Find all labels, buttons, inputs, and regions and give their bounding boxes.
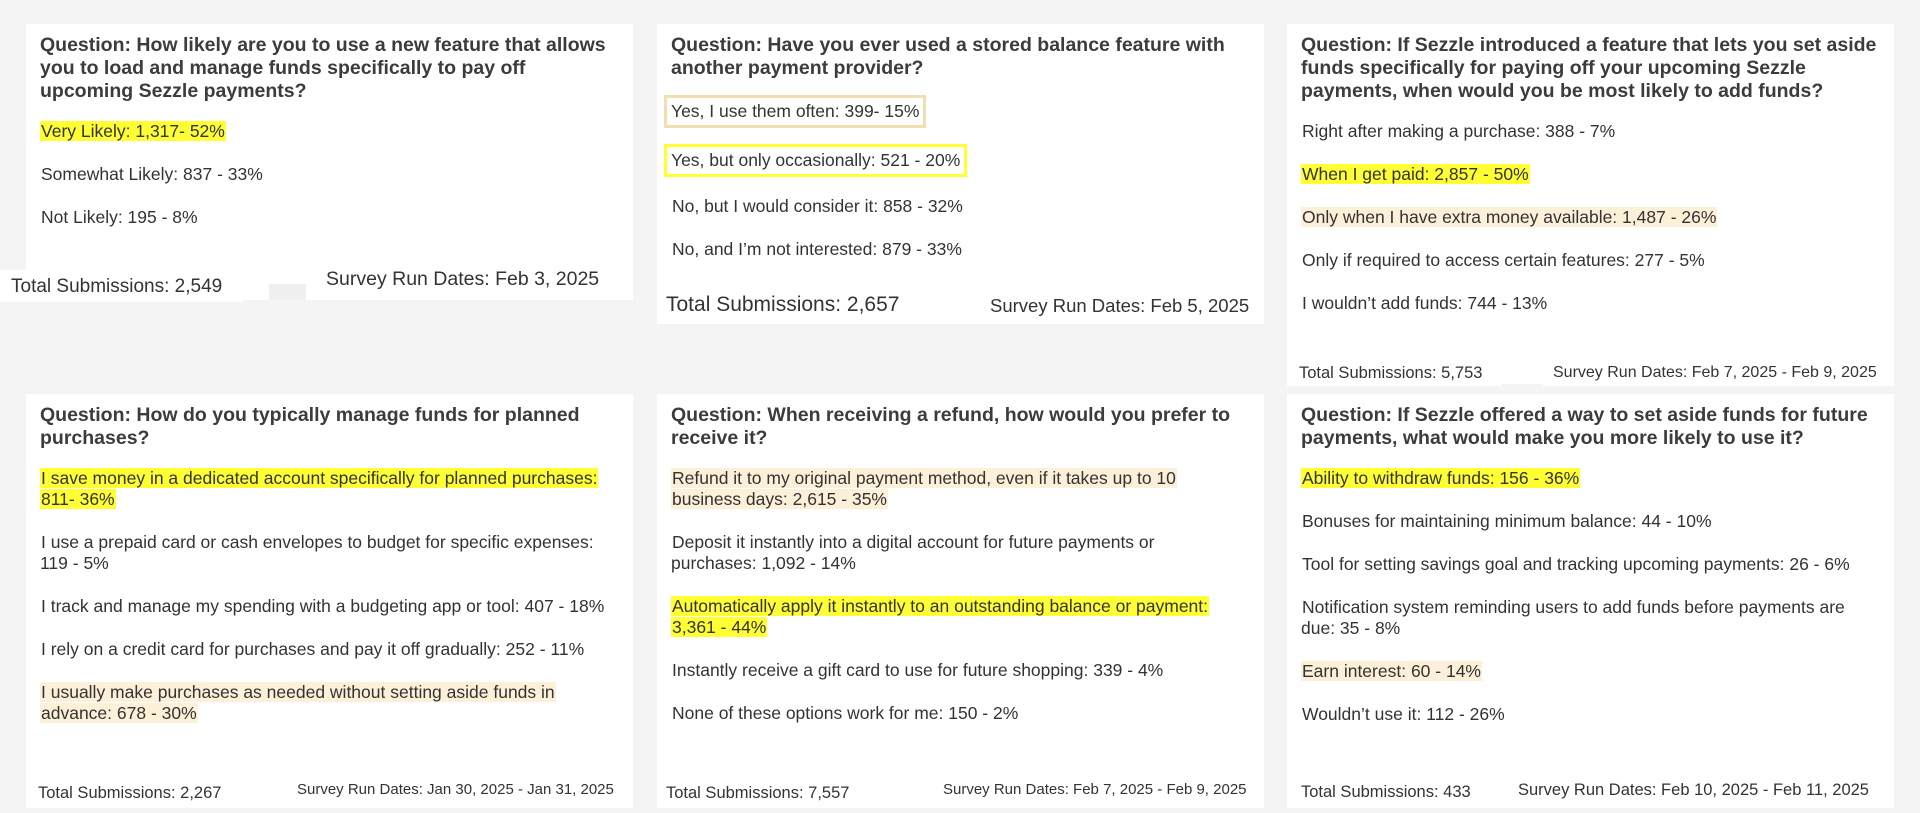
question-text: Question: If Sezzle introduced a feature that lets you set aside funds specifically for paying off your upcoming Sezzle payments, when would you be most likely to add funds? (1301, 34, 1877, 102)
answer-item: Earn interest: 60 - 14% (1302, 661, 1481, 681)
survey-run-dates: Survey Run Dates: Feb 3, 2025 (306, 262, 633, 300)
survey-run-dates: Survey Run Dates: Feb 7, 2025 - Feb 9, 2025 (1543, 362, 1894, 386)
question-text: Question: When receiving a refund, how would you prefer to receive it? (671, 404, 1231, 449)
survey-card-likelihood (11, 24, 633, 300)
answer-item: When I get paid: 2,857 - 50% (1302, 164, 1529, 184)
question-text: Question: Have you ever used a stored balance feature with another payment provider? (671, 34, 1225, 79)
question-text: Question: How do you typically manage funds for planned purchases? (40, 404, 580, 449)
answer-item: I wouldn’t add funds: 744 - 13% (1302, 293, 1548, 313)
total-submissions: Total Submissions: 2,657 (657, 288, 907, 324)
survey-run-dates: Survey Run Dates: Feb 10, 2025 - Feb 11, 2025 (1506, 776, 1894, 808)
answer-item: Refund it to my original payment method, even if it takes up to 10 business days: 2,615 - 35% (672, 468, 1176, 509)
total-submissions: Total Submissions: 5,753 (1287, 362, 1501, 386)
total-submissions: Total Submissions: 2,267 (26, 780, 238, 808)
total-submissions: Total Submissions: 2,549 (0, 270, 243, 302)
total-submissions: Total Submissions: 7,557 (657, 780, 865, 808)
divider (269, 284, 306, 300)
answer-item: Deposit it instantly into a digital account for future payments or purchases: 1,092 - 14% (671, 532, 1155, 573)
answer-item: Ability to withdraw funds: 156 - 36% (1302, 468, 1580, 488)
answer-item: None of these options work for me: 150 - 2% (672, 703, 1019, 723)
survey-card-planned-purchases (26, 394, 633, 808)
question-text: Question: If Sezzle offered a way to set aside funds for future payments, what would make you more likely to use it? (1301, 404, 1868, 449)
answer-item: Yes, I use them often: 399- 15% (671, 98, 1250, 125)
answer-item: No, but I would consider it: 858 - 32% (672, 196, 963, 216)
survey-run-dates: Survey Run Dates: Feb 5, 2025 (976, 288, 1264, 324)
answer-item: Automatically apply it instantly to an outstanding balance or payment: 3,361 - 44% (672, 596, 1209, 637)
answer-item: I rely on a credit card for purchases and pay it off gradually: 252 - 11% (41, 639, 585, 659)
answer-item: Not Likely: 195 - 8% (41, 207, 198, 227)
answer-item: Bonuses for maintaining minimum balance: 44 - 10% (1302, 511, 1712, 531)
survey-card-stored-balance (657, 24, 1264, 324)
answer-item: I track and manage my spending with a budgeting app or tool: 407 - 18% (41, 596, 605, 616)
survey-card-refund-preference (657, 394, 1264, 808)
survey-card-usage-motivation (1287, 394, 1894, 808)
answer-item: Right after making a purchase: 388 - 7% (1302, 121, 1616, 141)
answer-item: Instantly receive a gift card to use for future shopping: 339 - 4% (672, 660, 1164, 680)
answer-item: I use a prepaid card or cash envelopes to budget for specific expenses: 119 - 5% (40, 532, 594, 573)
answer-item: Yes, but only occasionally: 521 - 20% (671, 147, 1250, 174)
answer-item: Wouldn’t use it: 112 - 26% (1302, 704, 1505, 724)
survey-card-add-funds-timing (1287, 24, 1894, 384)
answer-item: Notification system reminding users to add funds before payments are due: 35 - 8% (1301, 597, 1845, 638)
survey-run-dates: Survey Run Dates: Feb 7, 2025 - Feb 9, 2025 (929, 776, 1264, 808)
answer-item: I usually make purchases as needed without setting aside funds in advance: 678 - 30% (41, 682, 555, 723)
answer-item: Tool for setting savings goal and tracking upcoming payments: 26 - 6% (1302, 554, 1850, 574)
answer-item: Only when I have extra money available: 1,487 - 26% (1302, 207, 1717, 227)
total-submissions: Total Submissions: 433 (1287, 780, 1490, 808)
answer-item: Only if required to access certain features: 277 - 5% (1302, 250, 1705, 270)
answer-item: I save money in a dedicated account specifically for planned purchases: 811- 36% (41, 468, 598, 509)
question-text: Question: How likely are you to use a new feature that allows you to load and manage funds specifically to pay off upcoming Sezzle payments? (40, 34, 606, 102)
answer-item: Somewhat Likely: 837 - 33% (41, 164, 263, 184)
survey-run-dates: Survey Run Dates: Jan 30, 2025 - Jan 31, 2025 (285, 776, 633, 808)
answer-item: No, and I’m not interested: 879 - 33% (672, 239, 962, 259)
answer-item: Very Likely: 1,317- 52% (41, 121, 225, 141)
